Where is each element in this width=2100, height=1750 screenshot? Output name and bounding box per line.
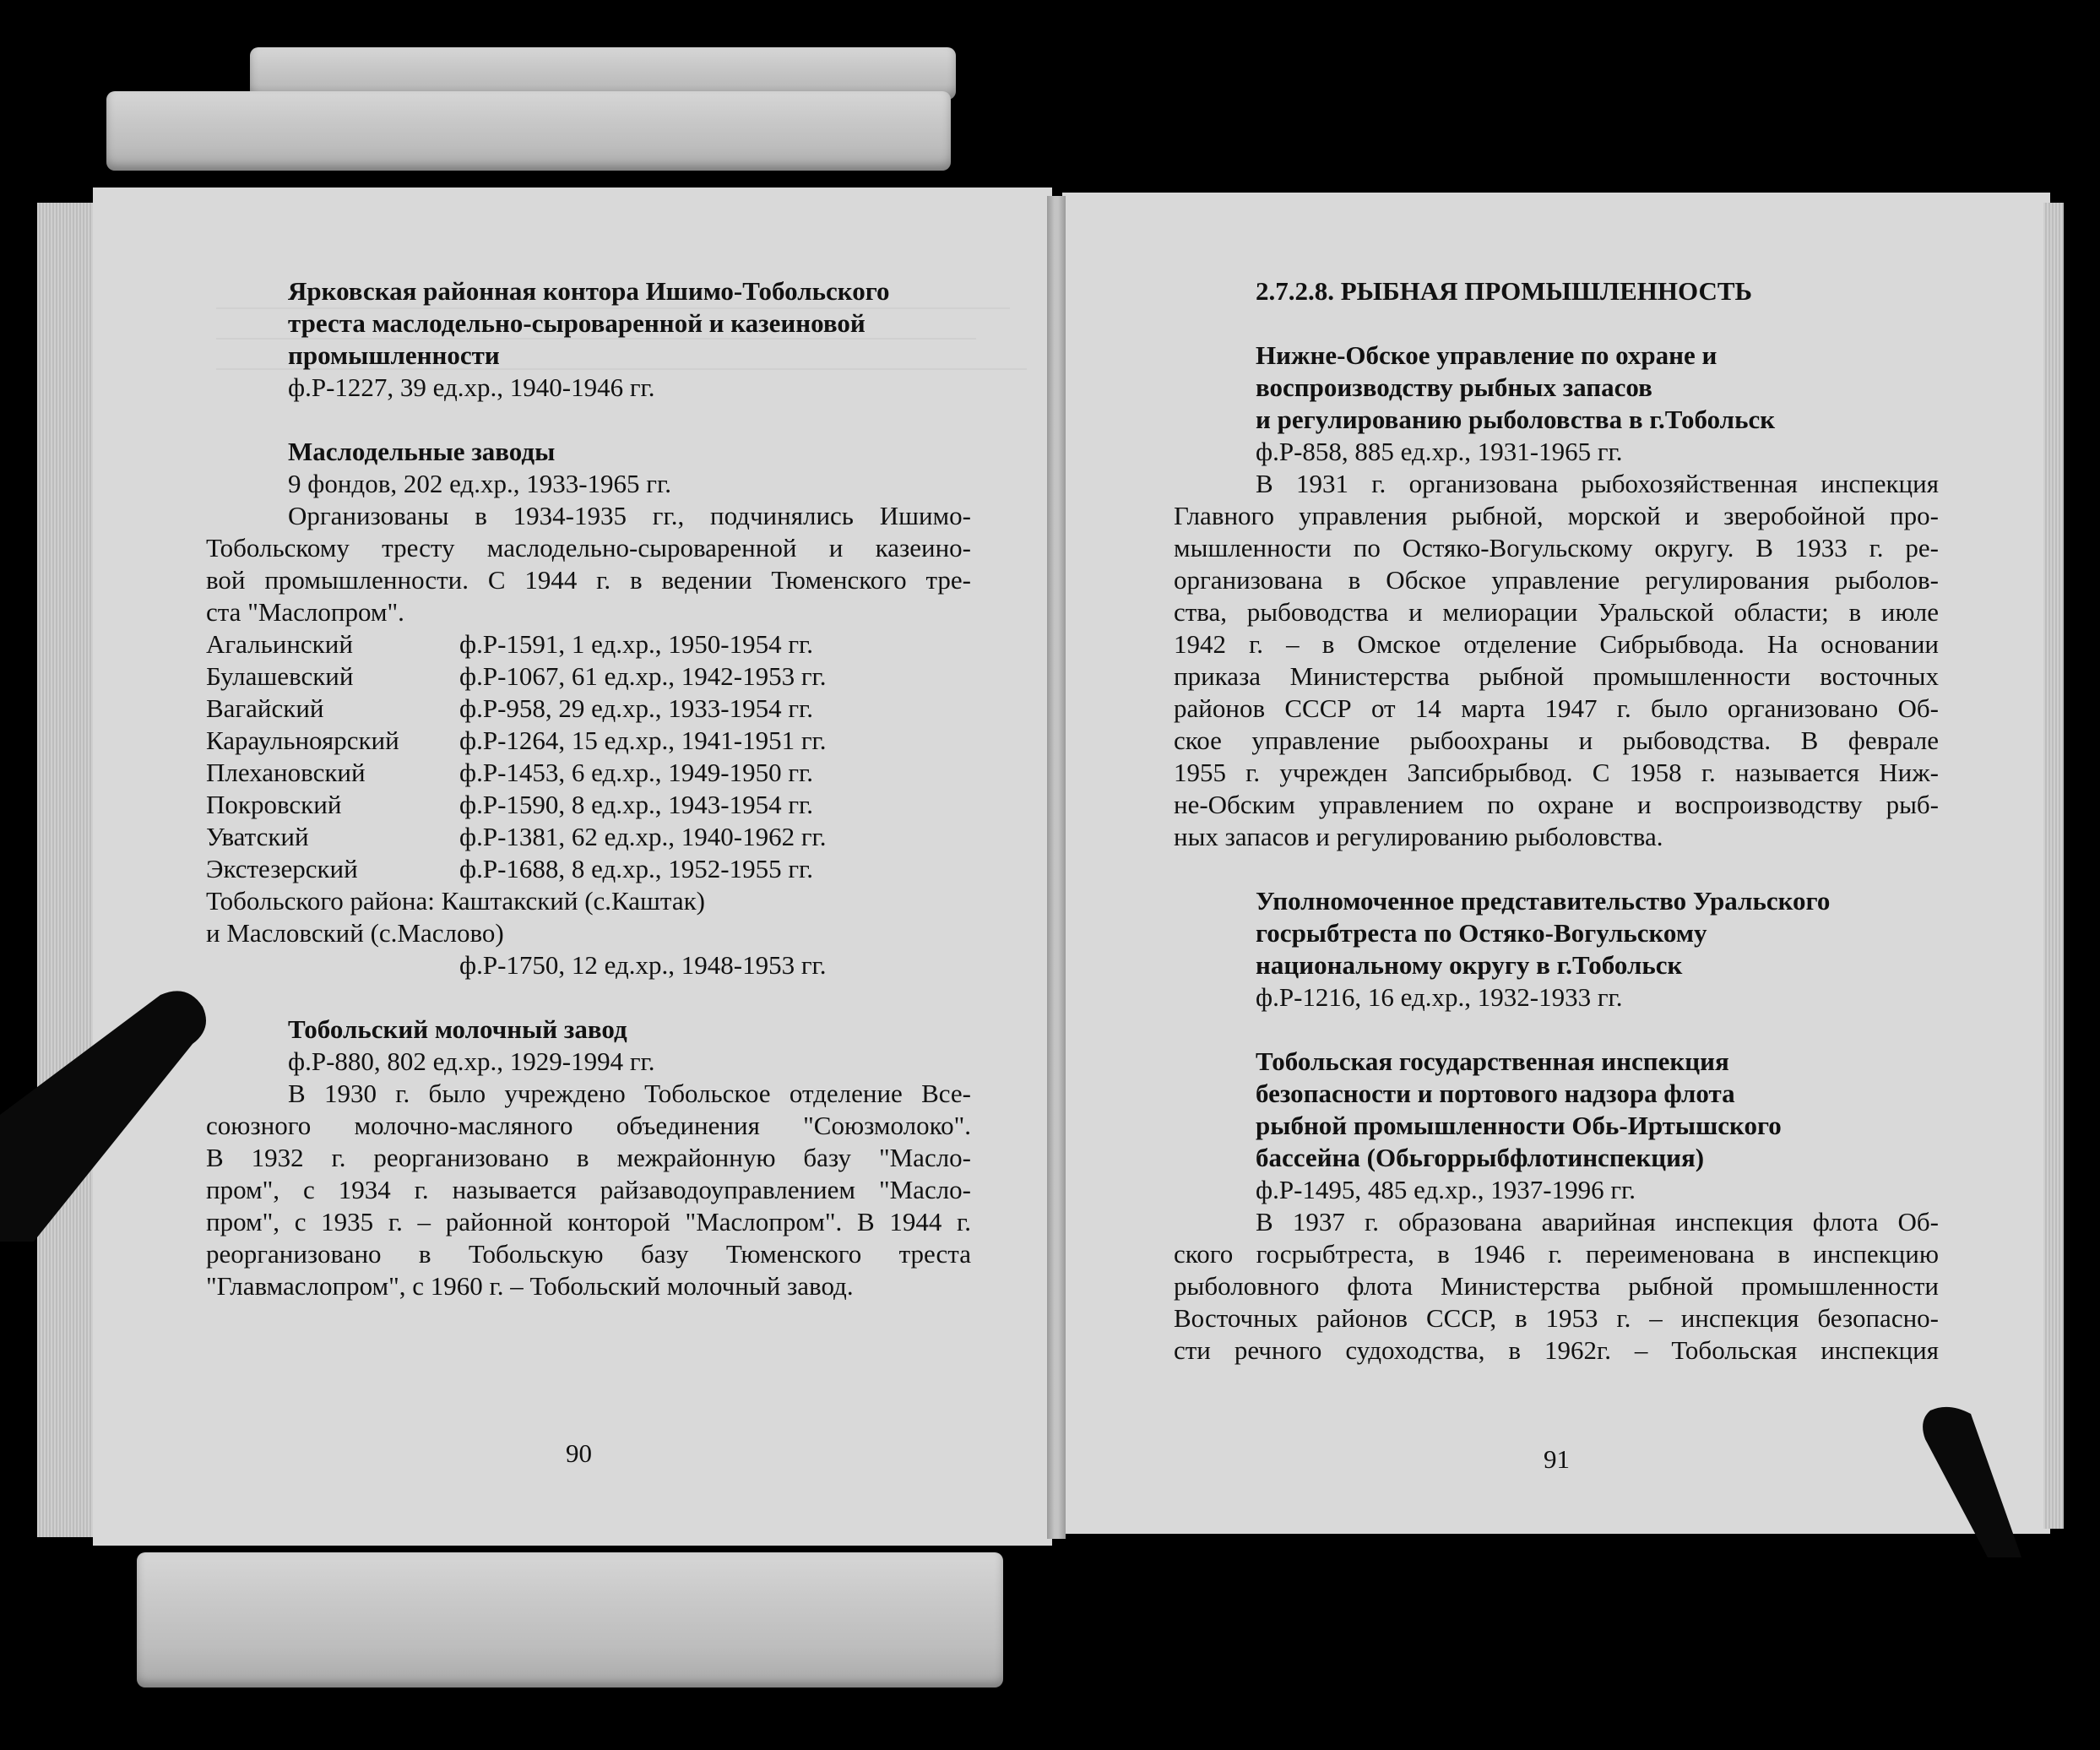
body-line: В 1930 г. было учреждено Тобольское отделение Все- bbox=[288, 1079, 971, 1108]
body-line: 1955 г. учрежден Запсибрыбвод. С 1958 г. называется Ниж- bbox=[1174, 758, 1939, 787]
body-line: не-Обским управлением по охране и воспроизводству рыб- bbox=[1174, 790, 1939, 819]
fund-value: ф.Р-1590, 8 ед.хр., 1943-1954 гг. bbox=[459, 790, 814, 819]
page-number-left: 90 bbox=[566, 1438, 592, 1468]
fund-info: 9 фондов, 202 ед.хр., 1933-1965 гг. bbox=[288, 469, 671, 498]
fund-info: ф.Р-1216, 16 ед.хр., 1932-1933 гг. bbox=[1256, 982, 1623, 1012]
body-line: пром", с 1935 г. – районной конторой "Маслопром". В 1944 г. bbox=[206, 1207, 971, 1236]
fund-value: ф.Р-1453, 6 ед.хр., 1949-1950 гг. bbox=[459, 758, 814, 787]
section-heading: промышленности bbox=[288, 340, 500, 370]
section-heading: бассейна (Обьгоррыбфлотинспекция) bbox=[1256, 1143, 1705, 1172]
fund-value: ф.Р-1688, 8 ед.хр., 1952-1955 гг. bbox=[459, 854, 814, 883]
fund-value: ф.Р-1591, 1 ед.хр., 1950-1954 гг. bbox=[459, 629, 814, 659]
body-line: приказа Министерства рыбной промышленности восточных bbox=[1174, 661, 1939, 691]
body-line: ского госрыбтреста, в 1946 г. переименована в инспекцию bbox=[1174, 1239, 1939, 1269]
section-heading: треста маслодельно-сыроваренной и казеиновой bbox=[288, 308, 866, 338]
fund-row bbox=[206, 757, 971, 789]
section-heading: Уполномоченное представительство Уральского bbox=[1256, 886, 1831, 916]
fund-row bbox=[206, 725, 971, 757]
fund-name: Экстезерский bbox=[206, 854, 358, 883]
fund-row bbox=[206, 628, 971, 660]
body-line: ных запасов и регулированию рыболовства. bbox=[1174, 822, 1663, 851]
book-gutter bbox=[1047, 196, 1066, 1539]
fund-row bbox=[206, 660, 971, 693]
section-heading: безопасности и портового надзора флота bbox=[1256, 1079, 1735, 1108]
body-line: "Главмаслопром", с 1960 г. – Тобольский молочный завод. bbox=[206, 1271, 854, 1301]
fund-row bbox=[206, 821, 971, 853]
left-holder-strap bbox=[0, 988, 220, 1242]
section-heading: воспроизводству рыбных запасов bbox=[1256, 372, 1652, 402]
fund-name: Вагайский bbox=[206, 693, 324, 723]
body-line: Восточных районов СССР, в 1953 г. – инспекция безопасно- bbox=[1174, 1303, 1939, 1333]
fund-name: Булашевский bbox=[206, 661, 354, 691]
body-line: союзного молочно-масляного объединения "Союзмолоко". bbox=[206, 1111, 971, 1140]
body-line: 1942 г. – в Омское отделение Сибрыбвода. На основании bbox=[1174, 629, 1939, 659]
left-page-column bbox=[206, 275, 971, 1302]
fund-row bbox=[206, 693, 971, 725]
right-holder-strap bbox=[1915, 1405, 2025, 1557]
body-line: вой промышленности. С 1944 г. в ведении Тюменского тре- bbox=[206, 565, 971, 595]
body-line: ское управление рыбоохраны и рыбоводства. В феврале bbox=[1174, 726, 1939, 755]
body-line: Тобольскому тресту маслодельно-сыроваренной и казеино- bbox=[206, 533, 971, 562]
fund-name: Агальинский bbox=[206, 629, 353, 659]
body-line: ства, рыбоводства и мелиорации Уральской области; в июле bbox=[1174, 597, 1939, 627]
right-page-edge bbox=[2043, 203, 2064, 1529]
body-line: В 1932 г. реорганизовано в межрайонную базу "Масло- bbox=[206, 1143, 971, 1172]
tobolsk-district-line: Тобольского района: Каштакский (с.Каштак) bbox=[206, 886, 705, 916]
section-heading: рыбной промышленности Обь-Иртышского bbox=[1256, 1111, 1782, 1140]
fund-name: Уватский bbox=[206, 822, 309, 851]
body-line: мышленности по Остяко-Вогульскому округу. В 1933 г. ре- bbox=[1174, 533, 1939, 562]
fund-value: ф.Р-1381, 62 ед.хр., 1940-1962 гг. bbox=[459, 822, 827, 851]
page-number-right: 91 bbox=[1544, 1444, 1570, 1474]
section-heading: Тобольская государственная инспекция bbox=[1256, 1046, 1729, 1076]
foam-holder-top-large bbox=[106, 91, 951, 171]
fund-value: ф.Р-1264, 15 ед.хр., 1941-1951 гг. bbox=[459, 726, 827, 755]
tobolsk-district-line: и Масловский (с.Маслово) bbox=[206, 918, 504, 948]
fund-row bbox=[206, 789, 971, 821]
section-heading: и регулированию рыболовства в г.Тобольск bbox=[1256, 405, 1776, 434]
right-page-column bbox=[1174, 275, 1939, 1367]
section-heading: Маслодельные заводы bbox=[288, 437, 556, 466]
chapter-title: 2.7.2.8. РЫБНАЯ ПРОМЫШЛЕННОСТЬ bbox=[1256, 276, 1753, 306]
body-line: пром", с 1934 г. называется райзаводоуправлением "Масло- bbox=[206, 1175, 971, 1204]
fund-name: Плехановский bbox=[206, 758, 366, 787]
body-line: реорганизовано в Тобольскую базу Тюменского треста bbox=[206, 1239, 971, 1269]
fund-value: ф.Р-1067, 61 ед.хр., 1942-1953 гг. bbox=[459, 661, 827, 691]
fund-info: ф.Р-1495, 485 ед.хр., 1937-1996 гг. bbox=[1256, 1175, 1636, 1204]
section-heading: Тобольский молочный завод bbox=[288, 1014, 627, 1044]
body-line: рыболовного флота Министерства рыбной промышленности bbox=[1174, 1271, 1939, 1301]
section-heading: национальному округу в г.Тобольск bbox=[1256, 950, 1683, 980]
fund-name: Покровский bbox=[206, 790, 342, 819]
section-heading: госрыбтреста по Остяко-Вогульскому bbox=[1256, 918, 1707, 948]
body-line: Главного управления рыбной, морской и зверобойной про- bbox=[1174, 501, 1939, 530]
fund-info: ф.Р-880, 802 ед.хр., 1929-1994 гг. bbox=[288, 1046, 655, 1076]
body-line: организована в Обское управление регулирования рыболов- bbox=[1174, 565, 1939, 595]
section-heading: Ярковская районная контора Ишимо-Тобольского bbox=[288, 276, 890, 306]
fund-info: ф.Р-1227, 39 ед.хр., 1940-1946 гг. bbox=[288, 372, 655, 402]
fund-name: Караульноярский bbox=[206, 726, 399, 755]
fund-value: ф.Р-958, 29 ед.хр., 1933-1954 гг. bbox=[459, 693, 814, 723]
section-heading: Нижне-Обское управление по охране и bbox=[1256, 340, 1717, 370]
fund-info: ф.Р-858, 885 ед.хр., 1931-1965 гг. bbox=[1256, 437, 1623, 466]
fund-row bbox=[206, 853, 971, 885]
foam-holder-bottom bbox=[137, 1552, 1003, 1688]
left-page-edge bbox=[37, 203, 100, 1537]
body-line: ста "Маслопром". bbox=[206, 597, 404, 627]
body-line: районов СССР от 14 марта 1947 г. было организовано Об- bbox=[1174, 693, 1939, 723]
body-line: Организованы в 1934-1935 гг., подчинялись Ишимо- bbox=[288, 501, 971, 530]
fund-value: ф.Р-1750, 12 ед.хр., 1948-1953 гг. bbox=[459, 950, 827, 980]
body-line: В 1931 г. организована рыбохозяйственная инспекция bbox=[1256, 469, 1939, 498]
body-line: В 1937 г. образована аварийная инспекция флота Об- bbox=[1256, 1207, 1939, 1236]
body-line: сти речного судоходства, в 1962г. – Тобольская инспекция bbox=[1174, 1335, 1939, 1365]
